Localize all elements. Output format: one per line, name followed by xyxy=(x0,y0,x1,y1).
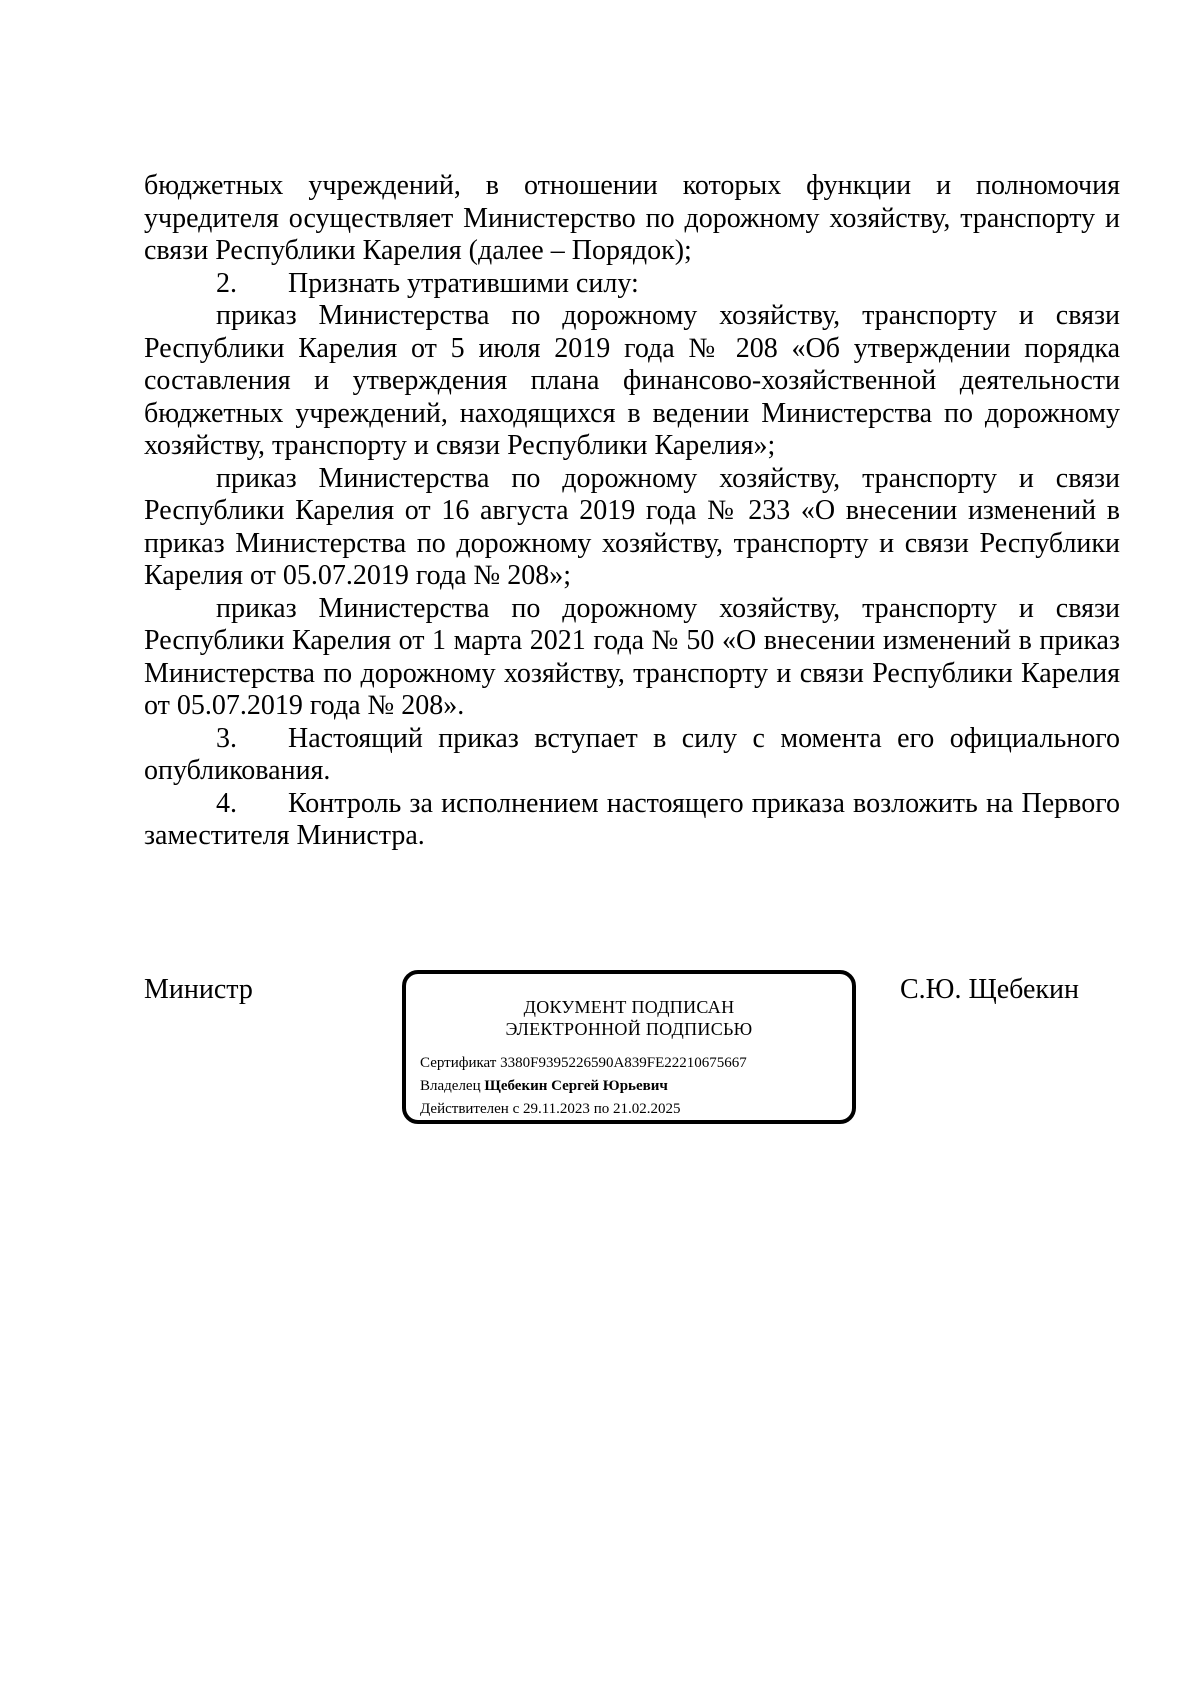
owner-label: Владелец xyxy=(420,1078,481,1094)
repealed-order-3 xyxy=(144,593,1120,723)
paragraph-item-2 xyxy=(144,268,1120,301)
paragraph-item-4 xyxy=(144,788,1120,853)
stamp-heading xyxy=(406,996,852,1040)
paragraph-item-3 xyxy=(144,723,1120,788)
certificate-label: Сертификат xyxy=(420,1055,497,1071)
paragraph-text: Настоящий приказ вступает в силу с момента его официального опубликования. xyxy=(144,722,1120,786)
paragraph-text: бюджетных учреждений, в отношении которых функции и полномочия учредителя осуществляет Министерство по дорожному хозяйству, транспорту и связи Республики Карелия (далее – Порядок); xyxy=(144,170,1120,266)
electronic-signature-stamp xyxy=(402,970,856,1124)
stamp-heading-line-1: ДОКУМЕНТ ПОДПИСАН xyxy=(523,997,735,1017)
valid-to-label: по xyxy=(593,1101,610,1117)
owner-value: Щебекин Сергей Юрьевич xyxy=(484,1078,668,1094)
stamp-heading-line-2: ЭЛЕКТРОННОЙ ПОДПИСЬЮ xyxy=(505,1019,753,1039)
validity-label: Действителен xyxy=(420,1101,509,1117)
paragraph-text: приказ Министерства по дорожному хозяйству, транспорту и связи Республики Карелия от 1 марта 2021 года № 50 «О внесении изменений в приказ Министерства по дорожному хозяйству, транспорту и связи Республики Карелия от 05.07.2019 года № 208». xyxy=(144,592,1120,721)
validity-line xyxy=(420,1100,680,1118)
valid-to-date: 21.02.2025 xyxy=(612,1101,681,1117)
valid-from-date: 29.11.2023 xyxy=(522,1101,590,1117)
signatory-name: С.Ю. Щебекин xyxy=(900,974,1080,1005)
item-number: 4. xyxy=(216,787,237,819)
item-number: 3. xyxy=(216,722,237,754)
valid-from-label: с xyxy=(512,1101,520,1117)
certificate-value: 3380F9395226590A839FE22210675667 xyxy=(500,1055,747,1071)
paragraph-text: приказ Министерства по дорожному хозяйству, транспорту и связи Республики Карелия от 5 июля 2019 года № 208 «Об утверждении порядка составления и утверждения плана финансово-хозяйственной деятельности бюджетных учреждений, находящихся в ведении Министерства по дорожному хозяйству, транспорту и связи Республики Карелия»; xyxy=(144,300,1120,461)
paragraph-text: Контроль за исполнением настоящего приказа возложить на Первого заместителя Министра. xyxy=(144,787,1120,851)
order-body xyxy=(144,170,1120,853)
item-number: 2. xyxy=(216,267,237,299)
owner-line xyxy=(420,1077,668,1095)
signatory-title: Министр xyxy=(144,974,253,1005)
paragraph-text: Признать утратившими силу: xyxy=(288,267,639,299)
repealed-order-1 xyxy=(144,300,1120,463)
paragraph-text: приказ Министерства по дорожному хозяйству, транспорту и связи Республики Карелия от 16 августа 2019 года № 233 «О внесении изменений в приказ Министерства по дорожному хозяйству, транспорту и связи Республики Карелия от 05.07.2019 года № 208»; xyxy=(144,462,1120,591)
paragraph-continuation xyxy=(144,170,1120,268)
repealed-order-2 xyxy=(144,463,1120,593)
certificate-line xyxy=(420,1054,747,1072)
